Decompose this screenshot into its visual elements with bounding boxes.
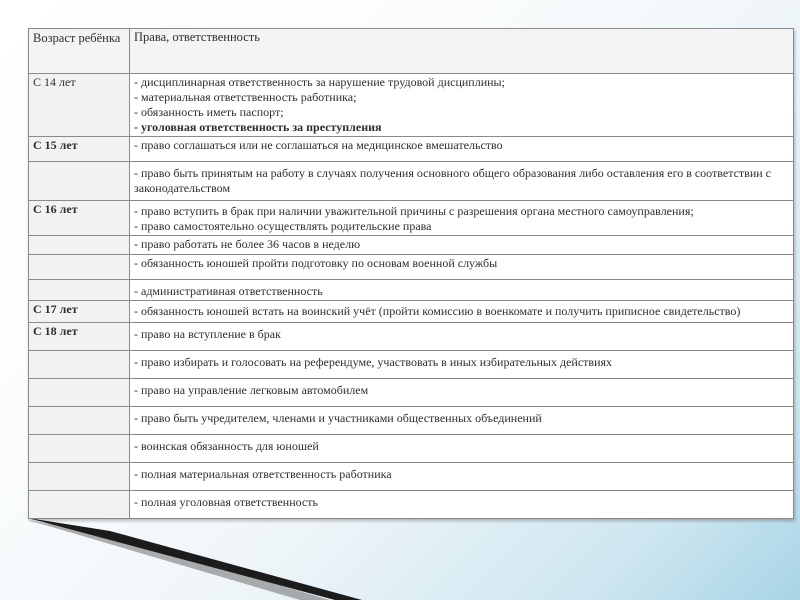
- rights-cell: [130, 74, 794, 137]
- rights-line: - право соглашаться или не соглашаться на медицинское вмешательство: [134, 138, 503, 152]
- rights-line: - обязанность иметь паспорт;: [134, 105, 284, 119]
- rights-cell: [130, 280, 794, 301]
- rights-line: - право работать не более 36 часов в неделю: [134, 237, 361, 251]
- table-row: [29, 407, 794, 435]
- age-cell: С 14 лет: [29, 74, 130, 137]
- table-row: [29, 301, 794, 323]
- rights-line: - материальная ответственность работника;: [134, 90, 357, 104]
- table-row: [29, 379, 794, 407]
- rights-cell: [130, 301, 794, 323]
- table-row: [29, 323, 794, 351]
- age-cell: [29, 162, 130, 201]
- rights-line: - дисциплинарная ответственность за нарушение трудовой дисциплины;: [134, 75, 505, 89]
- age-cell: С 18 лет: [29, 323, 130, 351]
- rights-cell: [130, 491, 794, 519]
- rights-cell: [130, 162, 794, 201]
- rights-line: - обязанность юношей пройти подготовку по основам военной службы: [134, 256, 498, 270]
- rights-cell: [130, 323, 794, 351]
- rights-line: - право вступить в брак при наличии уважительной причины с разрешения органа местного самоуправления;: [134, 204, 694, 218]
- table-row: [29, 74, 794, 137]
- rights-line: - право на управление легковым автомобилем: [134, 383, 369, 397]
- table-row: [29, 463, 794, 491]
- table-row: [29, 201, 794, 236]
- rights-line: - право избирать и голосовать на референдуме, участвовать в иных избирательных действиях: [134, 355, 613, 369]
- age-cell: [29, 351, 130, 379]
- table-row: [29, 280, 794, 301]
- rights-cell: [130, 137, 794, 162]
- age-cell: С 15 лет: [29, 137, 130, 162]
- table-row: [29, 255, 794, 280]
- age-cell: [29, 435, 130, 463]
- age-cell: [29, 407, 130, 435]
- header-rights: Права, ответственность: [130, 29, 794, 74]
- rights-cell: [130, 379, 794, 407]
- age-cell: С 17 лет: [29, 301, 130, 323]
- table-header-row: [29, 29, 794, 74]
- age-cell: [29, 379, 130, 407]
- header-age: Возраст ребёнка: [29, 29, 130, 74]
- age-cell: [29, 236, 130, 255]
- rights-cell: [130, 236, 794, 255]
- table-row: [29, 435, 794, 463]
- rights-line: - право на вступление в брак: [134, 327, 281, 341]
- age-cell: С 16 лет: [29, 201, 130, 236]
- rights-line: - уголовная ответственность за преступления: [134, 120, 382, 134]
- table-row: [29, 236, 794, 255]
- rights-line: - полная материальная ответственность работника: [134, 467, 392, 481]
- rights-line: - административная ответственность: [134, 284, 323, 298]
- rights-line: - воинская обязанность для юношей: [134, 439, 319, 453]
- rights-cell: [130, 463, 794, 491]
- decorative-stripe-main: [28, 518, 362, 600]
- table-row: [29, 162, 794, 201]
- rights-line: - право быть учредителем, членами и участниками общественных объединений: [134, 411, 542, 425]
- rights-cell: [130, 201, 794, 236]
- age-cell: [29, 491, 130, 519]
- rights-cell: [130, 435, 794, 463]
- rights-table: [28, 28, 794, 519]
- table-row: [29, 351, 794, 379]
- rights-line: - обязанность юношей встать на воинский учёт (пройти комиссию в военкомате и получить приписное свидетельство): [134, 304, 741, 318]
- age-cell: [29, 255, 130, 280]
- table-row: [29, 137, 794, 162]
- rights-line: - право быть принятым на работу в случаях получения основного общего образования либо оставления его в соответствии с законодательством: [134, 166, 771, 195]
- rights-cell: [130, 407, 794, 435]
- rights-cell: [130, 255, 794, 280]
- rights-cell: [130, 351, 794, 379]
- table-row: [29, 491, 794, 519]
- rights-line: - полная уголовная ответственность: [134, 495, 318, 509]
- age-cell: [29, 280, 130, 301]
- rights-line: - право самостоятельно осуществлять родительские права: [134, 219, 432, 233]
- age-cell: [29, 463, 130, 491]
- decorative-stripe-shadow: [28, 520, 330, 600]
